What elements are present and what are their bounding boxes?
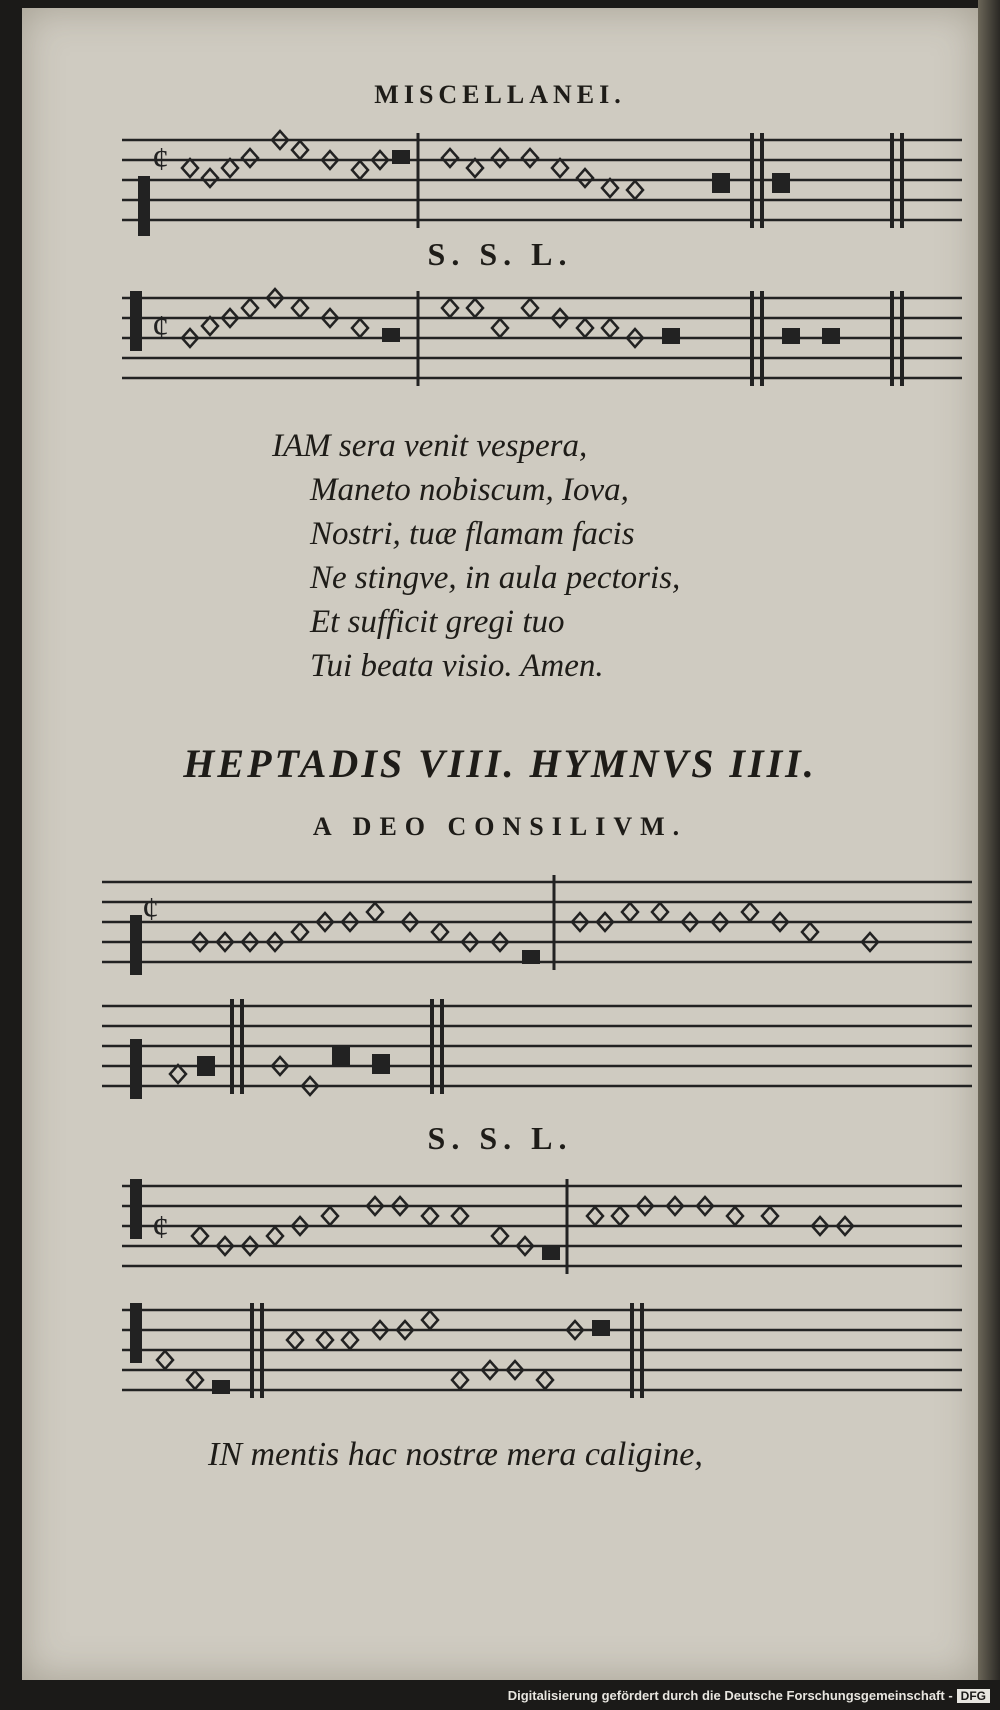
music-staff-4 (102, 994, 972, 1104)
verse-1-line-2: Maneto nobiscum, Iova, (310, 472, 629, 508)
ssl-label-1: S. S. L. (427, 236, 573, 272)
digitization-credit (508, 1688, 990, 1703)
dfg-logo: DFG (957, 1689, 990, 1703)
verse-2-line-1: IN mentis hac nostræ mera caligine, (208, 1436, 703, 1473)
music-staff-2 (122, 286, 962, 396)
music-staff-3 (102, 870, 972, 980)
ssl-label-2: S. S. L. (427, 1120, 573, 1156)
music-staff-6 (122, 1298, 962, 1408)
verse-1-line-5: Et sufficit gregi tuo (310, 604, 565, 640)
running-title: MISCELLANEI. (374, 80, 626, 109)
music-staff-5 (122, 1174, 962, 1284)
book-page (22, 8, 978, 1680)
verse-1-line-1: IAM sera venit vespera, (272, 428, 588, 464)
verse-1-line-3: Nostri, tuæ flamam facis (310, 516, 635, 552)
svg-text:¢: ¢ (142, 891, 159, 928)
svg-text:¢: ¢ (152, 1209, 169, 1246)
svg-text:¢: ¢ (152, 141, 169, 178)
verse-1-line-4: Ne stingve, in aula pectoris, (310, 560, 681, 596)
book-fore-edge (978, 0, 1000, 1680)
svg-text:¢: ¢ (152, 309, 169, 346)
verse-1-line-6: Tui beata visio. Amen. (310, 648, 604, 684)
hymn-subtitle: A DEO CONSILIVM. (312, 812, 688, 841)
music-staff-1 (122, 128, 962, 238)
hymn-title: HEPTADIS VIII. HYMNVS IIII. (183, 741, 817, 786)
credit-text: Digitalisierung gefördert durch die Deutsche Forschungsgemeinschaft - (507, 1688, 953, 1703)
